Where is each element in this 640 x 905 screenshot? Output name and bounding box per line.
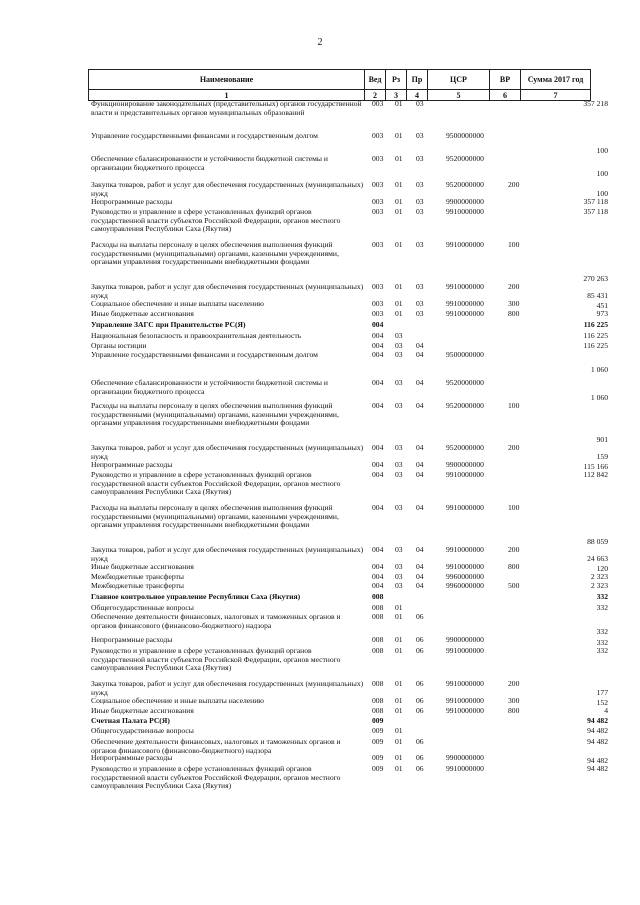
row-csr: 9910000000 — [446, 470, 484, 479]
page-number: 2 — [317, 37, 323, 48]
row-pr: 04 — [416, 341, 424, 350]
row-ved: 004 — [372, 470, 384, 479]
row-rz: 01 — [395, 635, 403, 644]
row-csr: 9520000000 — [446, 180, 484, 189]
row-ved: 004 — [372, 320, 384, 329]
table-row — [0, 613, 640, 636]
row-pr: 06 — [416, 612, 424, 621]
table-row — [0, 444, 640, 461]
row-sum: 4 — [604, 706, 608, 715]
row-pr: 04 — [416, 545, 424, 554]
row-rz: 01 — [395, 131, 403, 140]
row-vr: 100 — [508, 240, 520, 249]
row-sum: 159 — [596, 451, 608, 461]
row-ved: 003 — [372, 240, 384, 249]
row-pr: 03 — [416, 207, 424, 216]
header-num: 1 — [89, 90, 365, 101]
row-sum: 332 — [596, 646, 608, 655]
row-name: Закупка товаров, работ и услуг для обеспечения государственных (муниципальных) нужд — [91, 282, 364, 300]
row-rz: 01 — [395, 603, 403, 612]
table-row — [0, 402, 640, 444]
row-sum: 94 482 — [587, 726, 608, 735]
row-ved: 003 — [372, 131, 384, 140]
row-ved: 009 — [372, 753, 384, 762]
row-ved: 003 — [372, 154, 384, 163]
table-row — [0, 680, 640, 697]
row-name: Расходы на выплаты персоналу в целях обеспечения выполнения функций государственными (муниципальными) органами, казенными учреждениями, органами управления государственными внебюджетными фондами — [91, 503, 339, 529]
row-ved: 009 — [372, 716, 384, 725]
row-sum: 100 — [596, 168, 608, 178]
table-row — [0, 765, 640, 798]
row-name: Главное контрольное управление Республики Саха (Якутия) — [91, 592, 301, 601]
row-ved: 004 — [372, 562, 384, 571]
row-ved: 004 — [372, 401, 384, 410]
row-sum: 100 — [596, 145, 608, 155]
row-pr: 06 — [416, 646, 424, 655]
row-csr: 9900000000 — [446, 460, 484, 469]
row-ved: 003 — [372, 99, 384, 108]
row-vr: 800 — [508, 706, 520, 715]
row-csr: 9910000000 — [446, 706, 484, 715]
row-csr: 9520000000 — [446, 443, 484, 452]
row-sum: 973 — [596, 309, 608, 318]
row-sum: 177 — [596, 687, 608, 697]
row-name: Управление государственными финансами и государственным долгом — [91, 131, 318, 140]
row-name: Непрограммные расходы — [91, 753, 173, 762]
row-rz: 01 — [395, 99, 403, 108]
row-csr: 9960000000 — [446, 572, 484, 581]
row-rz: 01 — [395, 753, 403, 762]
row-name: Иные бюджетные ассигнования — [91, 706, 194, 715]
row-csr: 9910000000 — [446, 764, 484, 773]
row-vr: 200 — [508, 443, 520, 452]
row-vr: 200 — [508, 180, 520, 189]
row-name: Социальное обеспечение и иные выплаты населению — [91, 696, 264, 705]
row-pr: 04 — [416, 443, 424, 452]
row-vr: 200 — [508, 282, 520, 291]
row-csr: 9910000000 — [446, 696, 484, 705]
row-rz: 01 — [395, 696, 403, 705]
row-rz: 01 — [395, 207, 403, 216]
row-name: Руководство и управление в сфере установленных функций органов государственной власти субъектов Российской Федерации, органов местного самоуправления Республики Саха (Якутия) — [91, 470, 341, 496]
row-rz: 03 — [395, 350, 403, 359]
row-name: Расходы на выплаты персоналу в целях обеспечения выполнения функций государственными (муниципальными) органами, казенными учреждениями, органами управления государственными внебюджетными фондами — [91, 240, 339, 266]
row-ved: 003 — [372, 282, 384, 291]
header-num: 7 — [521, 90, 591, 101]
row-name: Межбюджетные трансферты — [91, 572, 184, 581]
row-rz: 03 — [395, 331, 403, 340]
row-csr: 9910000000 — [446, 503, 484, 512]
row-name: Непрограммные расходы — [91, 197, 173, 206]
header-vr: ВР — [490, 70, 521, 90]
row-sum: 357 218 — [583, 99, 608, 108]
row-rz: 01 — [395, 154, 403, 163]
header-num: 3 — [386, 90, 407, 101]
row-rz: 01 — [395, 299, 403, 308]
row-csr: 9900000000 — [446, 753, 484, 762]
row-sum: 116 225 — [583, 320, 608, 329]
row-csr: 9960000000 — [446, 581, 484, 590]
row-ved: 009 — [372, 737, 384, 746]
row-sum: 270 263 — [583, 273, 608, 283]
row-name: Счетная Палата РС(Я) — [91, 716, 170, 725]
row-rz: 03 — [395, 503, 403, 512]
row-pr: 04 — [416, 572, 424, 581]
row-name: Общегосударственные вопросы — [91, 603, 194, 612]
row-ved: 004 — [372, 545, 384, 554]
row-pr: 06 — [416, 737, 424, 746]
row-pr: 06 — [416, 635, 424, 644]
row-ved: 008 — [372, 592, 384, 601]
row-name: Иные бюджетные ассигнования — [91, 309, 194, 318]
table-row — [0, 351, 640, 374]
header-ved: Вед — [365, 70, 386, 90]
row-rz: 03 — [395, 460, 403, 469]
row-vr: 200 — [508, 545, 520, 554]
row-pr: 04 — [416, 460, 424, 469]
row-rz: 03 — [395, 581, 403, 590]
header-num: 6 — [490, 90, 521, 101]
row-rz: 01 — [395, 706, 403, 715]
row-name: Национальная безопасность и правоохранительная деятельность — [91, 331, 302, 340]
row-name: Обеспечение деятельности финансовых, налоговых и таможенных органов и органов финансового (финансово-бюджетного) надзора — [91, 737, 341, 755]
row-name: Иные бюджетные ассигнования — [91, 562, 194, 571]
row-pr: 03 — [416, 99, 424, 108]
row-pr: 06 — [416, 706, 424, 715]
header-rz: Рз — [386, 70, 407, 90]
table-row — [0, 504, 640, 546]
row-sum: 120 — [596, 563, 608, 573]
row-sum: 115 166 — [583, 461, 608, 471]
row-ved: 008 — [372, 696, 384, 705]
row-pr: 04 — [416, 470, 424, 479]
header-num: 5 — [428, 90, 490, 101]
row-sum: 2 323 — [590, 572, 608, 581]
row-pr: 03 — [416, 282, 424, 291]
row-ved: 008 — [372, 635, 384, 644]
row-ved: 003 — [372, 180, 384, 189]
row-pr: 04 — [416, 562, 424, 571]
row-sum: 332 — [596, 592, 608, 601]
row-vr: 300 — [508, 696, 520, 705]
row-rz: 01 — [395, 726, 403, 735]
row-rz: 01 — [395, 679, 403, 688]
row-sum: 94 482 — [587, 764, 608, 773]
row-ved: 003 — [372, 207, 384, 216]
row-ved: 004 — [372, 341, 384, 350]
row-pr: 03 — [416, 240, 424, 249]
row-sum: 332 — [596, 637, 608, 647]
header-sum: Сумма 2017 год — [521, 70, 591, 90]
row-pr: 03 — [416, 131, 424, 140]
table-row — [0, 647, 640, 680]
row-vr: 200 — [508, 679, 520, 688]
table-row — [0, 181, 640, 198]
row-vr: 100 — [508, 401, 520, 410]
row-pr: 04 — [416, 401, 424, 410]
row-ved: 008 — [372, 679, 384, 688]
table-row — [0, 471, 640, 504]
row-name: Межбюджетные трансферты — [91, 581, 184, 590]
row-rz: 01 — [395, 764, 403, 773]
row-rz: 03 — [395, 470, 403, 479]
row-pr: 06 — [416, 679, 424, 688]
row-rz: 01 — [395, 240, 403, 249]
row-name: Социальное обеспечение и иные выплаты населению — [91, 299, 264, 308]
row-ved: 003 — [372, 309, 384, 318]
row-csr: 9520000000 — [446, 378, 484, 387]
row-rz: 03 — [395, 443, 403, 452]
row-csr: 9910000000 — [446, 240, 484, 249]
row-csr: 9910000000 — [446, 207, 484, 216]
row-sum: 332 — [596, 603, 608, 612]
row-rz: 01 — [395, 180, 403, 189]
row-name: Функционирование законодательных (представительных) органов государственной власти и представительных органов муниципальных образований — [91, 99, 362, 117]
row-vr: 100 — [508, 503, 520, 512]
row-rz: 03 — [395, 572, 403, 581]
row-sum: 152 — [596, 697, 608, 707]
row-name: Закупка товаров, работ и услуг для обеспечения государственных (муниципальных) нужд — [91, 545, 364, 563]
row-ved: 008 — [372, 612, 384, 621]
row-ved: 003 — [372, 299, 384, 308]
row-rz: 01 — [395, 612, 403, 621]
row-ved: 008 — [372, 603, 384, 612]
row-csr: 9520000000 — [446, 401, 484, 410]
row-ved: 008 — [372, 706, 384, 715]
row-csr: 9900000000 — [446, 197, 484, 206]
row-sum: 901 — [596, 434, 608, 444]
row-sum: 24 663 — [587, 553, 608, 563]
row-sum: 100 — [596, 188, 608, 198]
row-pr: 03 — [416, 180, 424, 189]
row-vr: 800 — [508, 562, 520, 571]
row-name: Обеспечение деятельности финансовых, налоговых и таможенных органов и органов финансового (финансово-бюджетного) надзора — [91, 612, 341, 630]
table-row — [0, 155, 640, 178]
row-pr: 04 — [416, 503, 424, 512]
row-pr: 03 — [416, 154, 424, 163]
row-sum: 357 118 — [583, 197, 608, 206]
row-pr: 06 — [416, 696, 424, 705]
row-rz: 01 — [395, 282, 403, 291]
row-rz: 01 — [395, 309, 403, 318]
row-pr: 04 — [416, 350, 424, 359]
row-csr: 9900000000 — [446, 635, 484, 644]
row-rz: 03 — [395, 545, 403, 554]
table-row — [0, 132, 640, 155]
row-name: Руководство и управление в сфере установленных функций органов государственной власти субъектов Российской Федерации, органов местного самоуправления Республики Саха (Якутия) — [91, 207, 341, 233]
row-name: Руководство и управление в сфере установленных функций органов государственной власти субъектов Российской Федерации, органов местного самоуправления Республики Саха (Якутия) — [91, 646, 341, 672]
row-csr: 9910000000 — [446, 646, 484, 655]
row-sum: 1 060 — [590, 392, 608, 402]
table-row — [0, 241, 640, 283]
row-pr: 06 — [416, 753, 424, 762]
row-ved: 008 — [372, 646, 384, 655]
row-rz: 01 — [395, 737, 403, 746]
row-pr: 04 — [416, 581, 424, 590]
row-name: Непрограммные расходы — [91, 635, 173, 644]
header-csr: ЦСР — [428, 70, 490, 90]
row-pr: 04 — [416, 378, 424, 387]
row-rz: 03 — [395, 341, 403, 350]
row-sum: 116 225 — [583, 341, 608, 350]
header-num: 4 — [407, 90, 428, 101]
table-row — [0, 738, 640, 754]
row-vr: 300 — [508, 299, 520, 308]
row-ved: 009 — [372, 764, 384, 773]
row-name: Закупка товаров, работ и услуг для обеспечения государственных (муниципальных) нужд — [91, 679, 364, 697]
table-row — [0, 379, 640, 402]
row-name: Общегосударственные вопросы — [91, 726, 194, 735]
row-ved: 004 — [372, 443, 384, 452]
row-name: Управление государственными финансами и государственным долгом — [91, 350, 318, 359]
row-ved: 009 — [372, 726, 384, 735]
header-pr: Пр — [407, 70, 428, 90]
row-name: Закупка товаров, работ и услуг для обеспечения государственных (муниципальных) нужд — [91, 180, 364, 198]
row-sum: 2 323 — [590, 581, 608, 590]
row-ved: 004 — [372, 350, 384, 359]
row-ved: 003 — [372, 197, 384, 206]
row-name: Управление ЗАГС при Правительстве РС(Я) — [91, 320, 246, 329]
row-csr: 9910000000 — [446, 562, 484, 571]
row-csr: 9910000000 — [446, 309, 484, 318]
row-sum: 332 — [596, 626, 608, 636]
row-sum: 357 118 — [583, 207, 608, 216]
row-sum: 112 842 — [583, 470, 608, 479]
row-rz: 01 — [395, 646, 403, 655]
row-sum: 451 — [596, 300, 608, 310]
row-csr: 9910000000 — [446, 299, 484, 308]
row-sum: 94 482 — [587, 755, 608, 765]
row-ved: 004 — [372, 460, 384, 469]
table-row — [0, 283, 640, 300]
row-sum: 1 060 — [590, 364, 608, 374]
row-pr: 06 — [416, 764, 424, 773]
row-name: Непрограммные расходы — [91, 460, 173, 469]
row-vr: 500 — [508, 581, 520, 590]
row-csr: 9910000000 — [446, 545, 484, 554]
row-name: Закупка товаров, работ и услуг для обеспечения государственных (муниципальных) нужд — [91, 443, 364, 461]
table-row — [0, 100, 640, 132]
row-ved: 004 — [372, 378, 384, 387]
row-sum: 85 431 — [587, 290, 608, 300]
table-row — [0, 208, 640, 241]
row-ved: 004 — [372, 331, 384, 340]
table-row — [0, 546, 640, 563]
row-name: Органы юстиции — [91, 341, 147, 350]
row-csr: 9500000000 — [446, 131, 484, 140]
row-name: Обеспечение сбалансированности и устойчивости бюджетной системы и организации бюджетного процесса — [91, 378, 328, 396]
row-ved: 004 — [372, 581, 384, 590]
row-sum: 94 482 — [587, 716, 608, 725]
row-rz: 03 — [395, 562, 403, 571]
row-csr: 9500000000 — [446, 350, 484, 359]
row-name: Руководство и управление в сфере установленных функций органов государственной власти субъектов Российской Федерации, органов местного самоуправления Республики Саха (Якутия) — [91, 764, 341, 790]
row-rz: 01 — [395, 197, 403, 206]
row-pr: 03 — [416, 309, 424, 318]
row-sum: 88 059 — [587, 536, 608, 546]
header-name: Наименование — [89, 70, 365, 90]
row-csr: 9520000000 — [446, 154, 484, 163]
row-name: Обеспечение сбалансированности и устойчивости бюджетной системы и организации бюджетного процесса — [91, 154, 328, 172]
row-vr: 800 — [508, 309, 520, 318]
table-header — [88, 69, 591, 101]
row-sum: 94 482 — [587, 737, 608, 746]
row-pr: 03 — [416, 299, 424, 308]
row-ved: 004 — [372, 503, 384, 512]
budget-table-body — [0, 100, 640, 798]
row-ved: 004 — [372, 572, 384, 581]
row-sum: 116 225 — [583, 331, 608, 340]
row-rz: 03 — [395, 401, 403, 410]
row-rz: 03 — [395, 378, 403, 387]
header-num: 2 — [365, 90, 386, 101]
row-pr: 03 — [416, 197, 424, 206]
row-csr: 9910000000 — [446, 282, 484, 291]
row-csr: 9910000000 — [446, 679, 484, 688]
row-name: Расходы на выплаты персоналу в целях обеспечения выполнения функций государственными (муниципальными) органами, казенными учреждениями, органами управления государственными внебюджетными фондами — [91, 401, 339, 427]
